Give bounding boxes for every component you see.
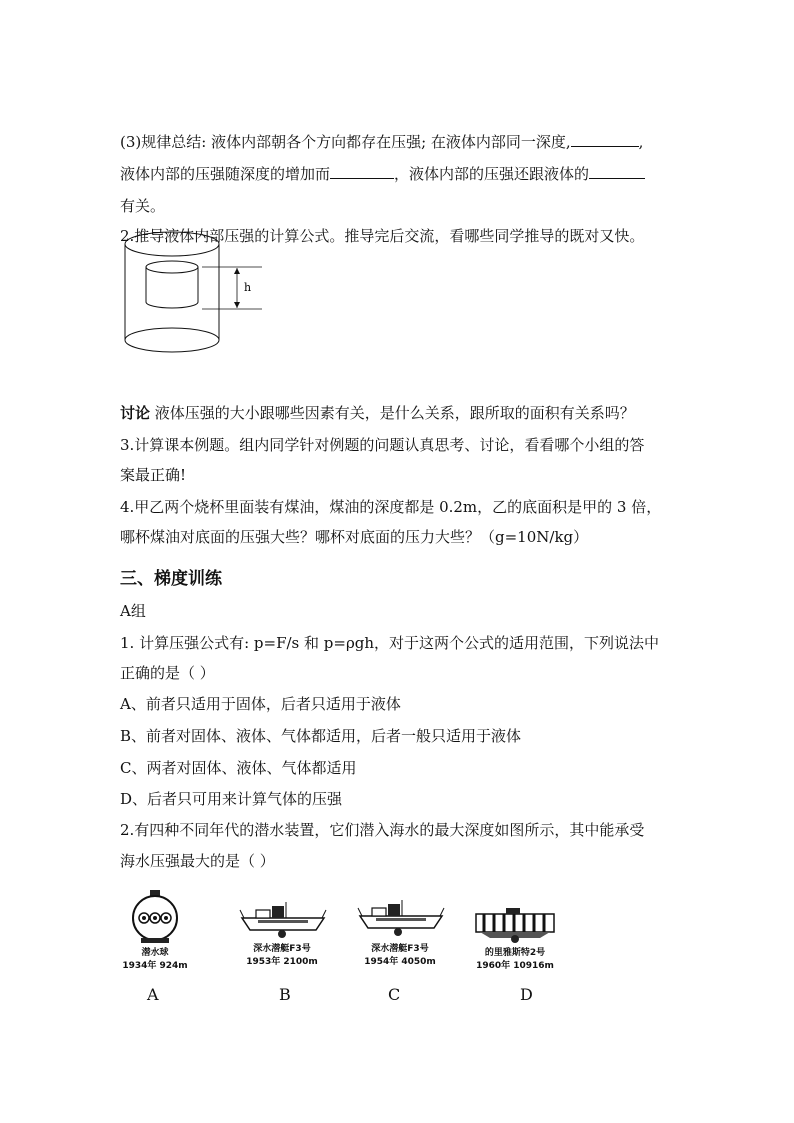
answer-blank-3[interactable]	[589, 163, 645, 179]
device-b-name: 深水潜艇F3号	[253, 944, 311, 954]
item-3-line-1: 3.计算课本例题。组内同学针对例题的问题认真思考、讨论，看看哪个小组的答	[120, 436, 645, 454]
device-c-info: 1954年 4050m	[364, 957, 436, 967]
outer-cylinder-top	[125, 232, 219, 256]
item-3-line-2: 案最正确!	[120, 466, 187, 484]
section-title: 三、梯度训练	[120, 569, 222, 589]
summary-line-3: 有关。	[120, 197, 166, 215]
q2-line-1: 2.有四种不同年代的潜水装置，它们潜入海水的最大深度如图所示，其中能承受	[120, 821, 645, 839]
choice-a[interactable]: A	[147, 985, 159, 1004]
outer-cylinder-bottom	[125, 328, 219, 352]
answer-blank-2[interactable]	[330, 163, 394, 179]
liquid-column-figure	[120, 228, 280, 368]
summary-line-2	[120, 163, 645, 184]
device-b-info: 1953年 2100m	[246, 957, 318, 967]
answer-blank-1[interactable]	[571, 131, 639, 147]
comma: ,	[638, 133, 644, 151]
device-b-figure	[238, 896, 328, 976]
submarine-icon	[358, 900, 444, 936]
inner-cylinder-top	[146, 261, 198, 273]
device-d-figure	[470, 906, 560, 978]
item-4-line-1: 4.甲乙两个烧杯里面装有煤油，煤油的深度都是 0.2m，乙的底面积是甲的 3 倍，	[120, 498, 662, 516]
device-d-info: 1960年 10916m	[476, 961, 554, 971]
item-4-line-2: 哪杯煤油对底面的压强大些？哪杯对底面的压力大些？（g=10N/kg）	[120, 528, 589, 546]
discussion-line	[120, 403, 635, 423]
discussion-text: 液体压强的大小跟哪些因素有关，是什么关系，跟所取的面积有关系吗？	[154, 404, 635, 422]
height-label-h: h	[244, 281, 252, 294]
device-a-info: 1934年 924m	[122, 961, 188, 971]
summary-text-1: (3)规律总结: 液体内部朝各个方向都存在压强; 在液体内部同一深度,	[120, 133, 571, 151]
q2-line-2: 海水压强最大的是（ ）	[120, 852, 275, 870]
q1-option-a[interactable]: A、前者只适用于固体，后者只适用于液体	[120, 695, 401, 713]
device-c-name: 深水潜艇F3号	[371, 944, 429, 954]
bathyscaphe-icon	[476, 908, 554, 943]
q1-option-d[interactable]: D、后者只可用来计算气体的压强	[120, 790, 343, 808]
summary-text-2: 液体内部的压强随深度的增加而	[120, 165, 331, 183]
device-a-figure	[115, 888, 195, 978]
q1-line-2: 正确的是（ ）	[120, 664, 215, 682]
q1-option-c[interactable]: C、两者对固体、液体、气体都适用	[120, 759, 357, 777]
summary-line-1	[120, 131, 643, 152]
choice-c[interactable]: C	[388, 985, 401, 1004]
choice-b[interactable]: B	[279, 985, 291, 1004]
choice-d[interactable]: D	[520, 985, 533, 1004]
device-a-name: 潜水球	[141, 948, 169, 958]
q1-option-b[interactable]: B、前者对固体、液体、气体都适用，后者一般只适用于液体	[120, 727, 522, 745]
device-c-figure	[356, 894, 446, 974]
submarine-icon	[240, 902, 326, 938]
device-d-name: 的里雅斯特2号	[484, 948, 546, 958]
group-a-label: A组	[120, 602, 146, 620]
q1-line-1: 1. 计算压强公式有: p=F/s 和 p=ρgh，对于这两个公式的适用范围，下列说法中	[120, 634, 660, 652]
summary-text-3: ，液体内部的压强还跟液体的	[394, 165, 590, 183]
discussion-label: 讨论	[120, 404, 151, 422]
item-2-text: 2.推导液体内部压强的计算公式。推导完后交流，看哪些同学推导的既对又快。	[120, 227, 645, 245]
